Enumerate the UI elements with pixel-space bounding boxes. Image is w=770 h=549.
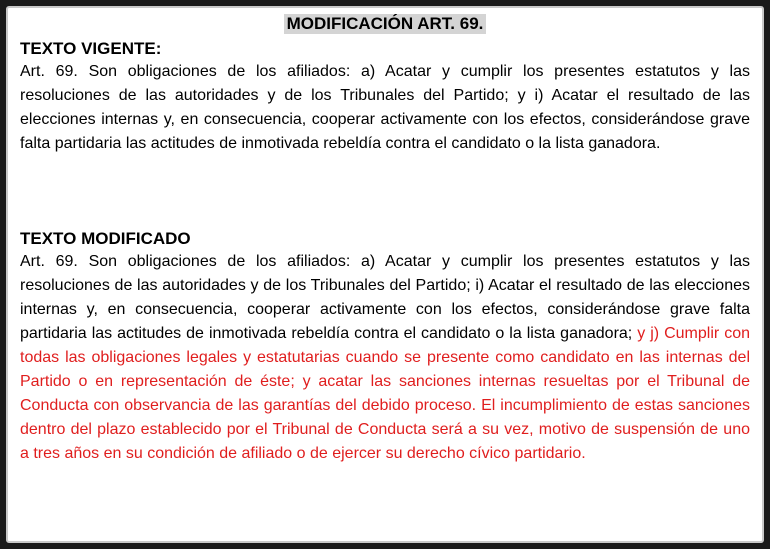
paragraph-texto-vigente: Art. 69. Son obligaciones de los afiliados: a) Acatar y cumplir los presentes estatutos y las resoluciones de las autoridades y de los Tribunales del Partido; y i) Acatar el resultado de las elecciones internas y, en consecuencia, cooperar activamente con los efectos, considerándose grave falta partidaria las actitudes de inmotivada rebeldía contra el candidato o la lista ganadora. [20, 63, 750, 152]
paragraph-texto-modificado [20, 250, 750, 466]
added-text: y j) Cumplir con todas las obligaciones legales y estatutarias cuando se presente como candidato en las internas del Partido o en representación de éste; y acatar las sanciones internas resueltas por el Tribunal de Conducta con observancia de las garantías del debido proceso. El incumplimiento de estas sanciones dentro del plazo establecido por el Tribunal de Conducta será a su vez, motivo de suspensión de uno a tres años en su condición de afiliado o de ejercer su derecho cívico partidario. [20, 325, 751, 462]
document-frame [6, 6, 764, 543]
document-title: MODIFICACIÓN ART. 69. [284, 14, 487, 34]
heading-texto-vigente: TEXTO VIGENTE: [20, 39, 162, 58]
section-texto-vigente [20, 38, 750, 156]
unchanged-text: Art. 69. Son obligaciones de los afiliados: a) Acatar y cumplir los presentes estatutos y las resoluciones de las autoridades y de los Tribunales del Partido; i) Acatar el resultado de las elecciones internas y, en consecuencia, cooperar activamente con los efectos, considerándose grave falta partidaria las actitudes de inmotivada rebeldía contra el candidato o la lista ganadora; [20, 253, 750, 342]
heading-texto-modificado: TEXTO MODIFICADO [20, 229, 191, 248]
section-texto-modificado [20, 228, 750, 466]
title-wrapper [8, 14, 762, 34]
